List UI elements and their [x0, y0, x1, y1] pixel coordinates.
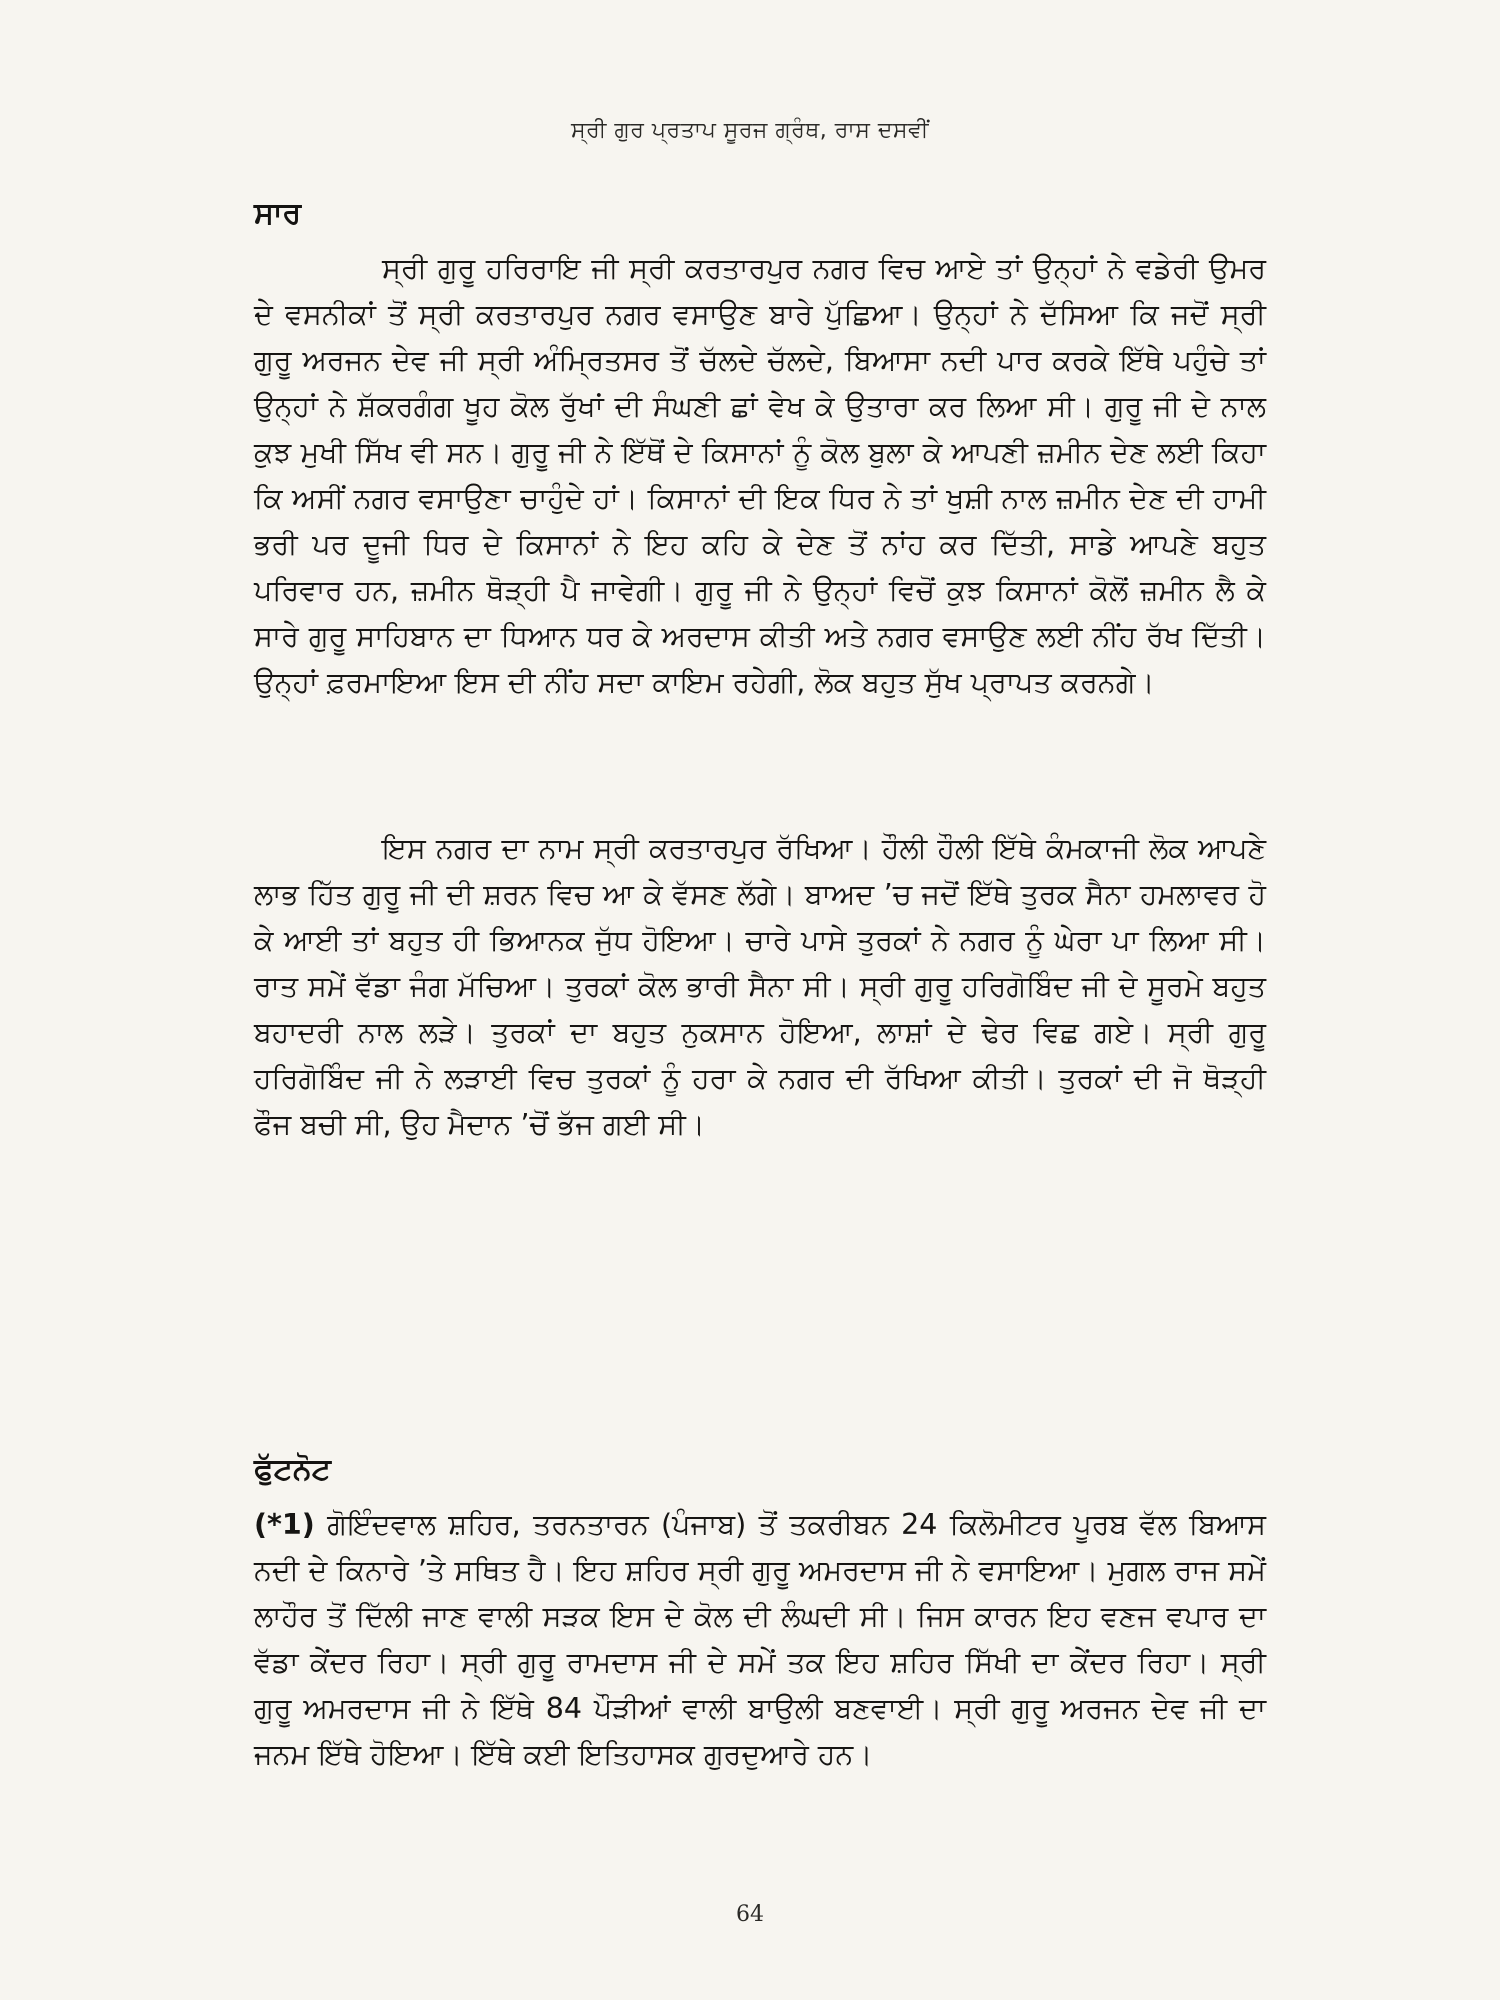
summary-paragraph-1: ਸ੍ਰੀ ਗੁਰੂ ਹਰਿਰਾਇ ਜੀ ਸ੍ਰੀ ਕਰਤਾਰਪੁਰ ਨਗਰ ਵਿਚ ਆਏ ਤਾਂ ਉਨ੍ਹਾਂ ਨੇ ਵਡੇਰੀ ਉਮਰ ਦੇ ਵਸਨੀਕਾਂ ਤੋਂ ਸ੍ਰੀ ਕਰਤਾਰਪੁਰ ਨਗਰ ਵਸਾਉਣ ਬਾਰੇ ਪੁੱਛਿਆ। ਉਨ੍ਹਾਂ ਨੇ ਦੱਸਿਆ ਕਿ ਜਦੋਂ ਸ੍ਰੀ ਗੁਰੂ ਅਰਜਨ ਦੇਵ ਜੀ ਸ੍ਰੀ ਅੰਮ੍ਰਿਤਸਰ ਤੋਂ ਚੱਲਦੇ ਚੱਲਦੇ, ਬਿਆਸਾ ਨਦੀ ਪਾਰ ਕਰਕੇ ਇੱਥੇ ਪਹੁੰਚੇ ਤਾਂ ਉਨ੍ਹਾਂ ਨੇ ਸ਼ੱਕਰਗੰਗ ਖੂਹ ਕੋਲ ਰੁੱਖਾਂ ਦੀ ਸੰਘਣੀ ਛਾਂ ਵੇਖ ਕੇ ਉਤਾਰਾ ਕਰ ਲਿਆ ਸੀ। ਗੁਰੂ ਜੀ ਦੇ ਨਾਲ ਕੁਝ ਮੁਖੀ ਸਿੱਖ ਵੀ ਸਨ। ਗੁਰੂ ਜੀ ਨੇ ਇੱਥੋਂ ਦੇ ਕਿਸਾਨਾਂ ਨੂੰ ਕੋਲ ਬੁਲਾ ਕੇ ਆਪਣੀ ਜ਼ਮੀਨ ਦੇਣ ਲਈ ਕਿਹਾ ਕਿ ਅਸੀਂ ਨਗਰ ਵਸਾਉਣਾ ਚਾਹੁੰਦੇ ਹਾਂ। ਕਿਸਾਨਾਂ ਦੀ ਇਕ ਧਿਰ ਨੇ ਤਾਂ ਖੁਸ਼ੀ ਨਾਲ ਜ਼ਮੀਨ ਦੇਣ ਦੀ ਹਾਮੀ ਭਰੀ ਪਰ ਦੂਜੀ ਧਿਰ ਦੇ ਕਿਸਾਨਾਂ ਨੇ ਇਹ ਕਹਿ ਕੇ ਦੇਣ ਤੋਂ ਨਾਂਹ ਕਰ ਦਿੱਤੀ, ਸਾਡੇ ਆਪਣੇ ਬਹੁਤ ਪਰਿਵਾਰ ਹਨ, ਜ਼ਮੀਨ ਥੋੜ੍ਹੀ ਪੈ ਜਾਵੇਗੀ। ਗੁਰੂ ਜੀ ਨੇ ਉਨ੍ਹਾਂ ਵਿਚੋਂ ਕੁਝ ਕਿਸਾਨਾਂ ਕੋਲੋਂ ਜ਼ਮੀਨ ਲੈ ਕੇ ਸਾਰੇ ਗੁਰੂ ਸਾਹਿਬਾਨ ਦਾ ਧਿਆਨ ਧਰ ਕੇ ਅਰਦਾਸ ਕੀਤੀ ਅਤੇ ਨਗਰ ਵਸਾਉਣ ਲਈ ਨੀਂਹ ਰੱਖ ਦਿੱਤੀ। ਉਨ੍ਹਾਂ ਫ਼ਰਮਾਇਆ ਇਸ ਦੀ ਨੀਂਹ ਸਦਾ ਕਾਇਮ ਰਹੇਗੀ, ਲੋਕ ਬਹੁਤ ਸੁੱਖ ਪ੍ਰਾਪਤ ਕਰਨਗੇ।	[254, 252, 1266, 699]
summary-heading: ਸਾਰ	[254, 196, 302, 231]
footnote-marker: (*1)	[254, 1508, 315, 1541]
page-number: 64	[736, 1902, 764, 1927]
summary-paragraph-2: ਇਸ ਨਗਰ ਦਾ ਨਾਮ ਸ੍ਰੀ ਕਰਤਾਰਪੁਰ ਰੱਖਿਆ। ਹੌਲੀ ਹੌਲੀ ਇੱਥੇ ਕੰਮਕਾਜੀ ਲੋਕ ਆਪਣੇ ਲਾਭ ਹਿੱਤ ਗੁਰੂ ਜੀ ਦੀ ਸ਼ਰਨ ਵਿਚ ਆ ਕੇ ਵੱਸਣ ਲੱਗੇ। ਬਾਅਦ ’ਚ ਜਦੋਂ ਇੱਥੇ ਤੁਰਕ ਸੈਨਾ ਹਮਲਾਵਰ ਹੋ ਕੇ ਆਈ ਤਾਂ ਬਹੁਤ ਹੀ ਭਿਆਨਕ ਜੁੱਧ ਹੋਇਆ। ਚਾਰੇ ਪਾਸੇ ਤੁਰਕਾਂ ਨੇ ਨਗਰ ਨੂੰ ਘੇਰਾ ਪਾ ਲਿਆ ਸੀ। ਰਾਤ ਸਮੇਂ ਵੱਡਾ ਜੰਗ ਮੱਚਿਆ। ਤੁਰਕਾਂ ਕੋਲ ਭਾਰੀ ਸੈਨਾ ਸੀ। ਸ੍ਰੀ ਗੁਰੂ ਹਰਿਗੋਬਿੰਦ ਜੀ ਦੇ ਸੂਰਮੇ ਬਹੁਤ ਬਹਾਦਰੀ ਨਾਲ ਲੜੇ। ਤੁਰਕਾਂ ਦਾ ਬਹੁਤ ਨੁਕਸਾਨ ਹੋਇਆ, ਲਾਸ਼ਾਂ ਦੇ ਢੇਰ ਵਿਛ ਗਏ। ਸ੍ਰੀ ਗੁਰੂ ਹਰਿਗੋਬਿੰਦ ਜੀ ਨੇ ਲੜਾਈ ਵਿਚ ਤੁਰਕਾਂ ਨੂੰ ਹਰਾ ਕੇ ਨਗਰ ਦੀ ਰੱਖਿਆ ਕੀਤੀ। ਤੁਰਕਾਂ ਦੀ ਜੋ ਥੋੜ੍ਹੀ ਫੌਜ ਬਚੀ ਸੀ, ਉਹ ਮੈਦਾਨ ’ਚੋਂ ਭੱਜ ਗਈ ਸੀ।	[254, 832, 1266, 1141]
footnote-1	[254, 1502, 1266, 1778]
footnote-body: ਗੋਇੰਦਵਾਲ ਸ਼ਹਿਰ, ਤਰਨਤਾਰਨ (ਪੰਜਾਬ) ਤੋਂ ਤਕਰੀਬਨ 24 ਕਿਲੋਮੀਟਰ ਪੂਰਬ ਵੱਲ ਬਿਆਸ ਨਦੀ ਦੇ ਕਿਨਾਰੇ ’ਤੇ ਸਥਿਤ ਹੈ। ਇਹ ਸ਼ਹਿਰ ਸ੍ਰੀ ਗੁਰੂ ਅਮਰਦਾਸ ਜੀ ਨੇ ਵਸਾਇਆ। ਮੁਗਲ ਰਾਜ ਸਮੇਂ ਲਾਹੌਰ ਤੋਂ ਦਿੱਲੀ ਜਾਣ ਵਾਲੀ ਸੜਕ ਇਸ ਦੇ ਕੋਲ ਦੀ ਲੰਘਦੀ ਸੀ। ਜਿਸ ਕਾਰਨ ਇਹ ਵਣਜ ਵਪਾਰ ਦਾ ਵੱਡਾ ਕੇਂਦਰ ਰਿਹਾ। ਸ੍ਰੀ ਗੁਰੂ ਰਾਮਦਾਸ ਜੀ ਦੇ ਸਮੇਂ ਤਕ ਇਹ ਸ਼ਹਿਰ ਸਿੱਖੀ ਦਾ ਕੇਂਦਰ ਰਿਹਾ। ਸ੍ਰੀ ਗੁਰੂ ਅਮਰਦਾਸ ਜੀ ਨੇ ਇੱਥੇ 84 ਪੌੜੀਆਂ ਵਾਲੀ ਬਾਉਲੀ ਬਣਵਾਈ। ਸ੍ਰੀ ਗੁਰੂ ਅਰਜਨ ਦੇਵ ਜੀ ਦਾ ਜਨਮ ਇੱਥੇ ਹੋਇਆ। ਇੱਥੇ ਕਈ ਇਤਿਹਾਸਕ ਗੁਰਦੁਆਰੇ ਹਨ।	[254, 1508, 1266, 1771]
footnote-heading: ਫੁੱਟਨੋਟ	[254, 1452, 331, 1487]
running-header: ਸ੍ਰੀ ਗੁਰ ਪ੍ਰਤਾਪ ਸੂਰਜ ਗ੍ਰੰਥ, ਰਾਸ ਦਸਵੀਂ	[571, 118, 929, 143]
